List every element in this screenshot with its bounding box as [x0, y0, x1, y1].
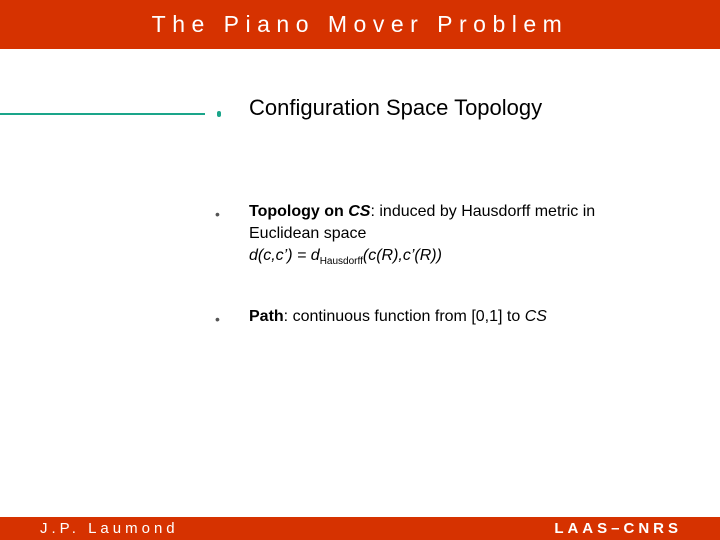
title-divider-dot [217, 111, 221, 117]
title-divider-line [0, 113, 205, 115]
hausdorff-formula: d(c,c’) = $d_{Hausdorff}(c(R),c’(R))$ [249, 247, 442, 267]
cs-symbol: CS [524, 308, 547, 325]
presentation-title: The Piano Mover Problem [151, 11, 569, 37]
bullet-description: : induced by Hausdorff metric in Euclidean space [249, 203, 596, 242]
bullet-marker: • [215, 206, 220, 222]
bullet-term: Topology on CS [249, 203, 371, 220]
footer-author: J.P. Laumond [40, 520, 179, 537]
bullet-topology [249, 201, 669, 245]
bullet-path [249, 306, 669, 328]
bullet-marker: • [215, 311, 220, 327]
slide-title: Configuration Space Topology [249, 95, 543, 120]
bullet-description: : continuous function from [0,1] to [283, 308, 525, 325]
bullet-term: Path [249, 308, 284, 325]
formula-subscript: Hausdorff [319, 256, 363, 267]
footer-organization: LAAS–CNRS [554, 520, 682, 537]
